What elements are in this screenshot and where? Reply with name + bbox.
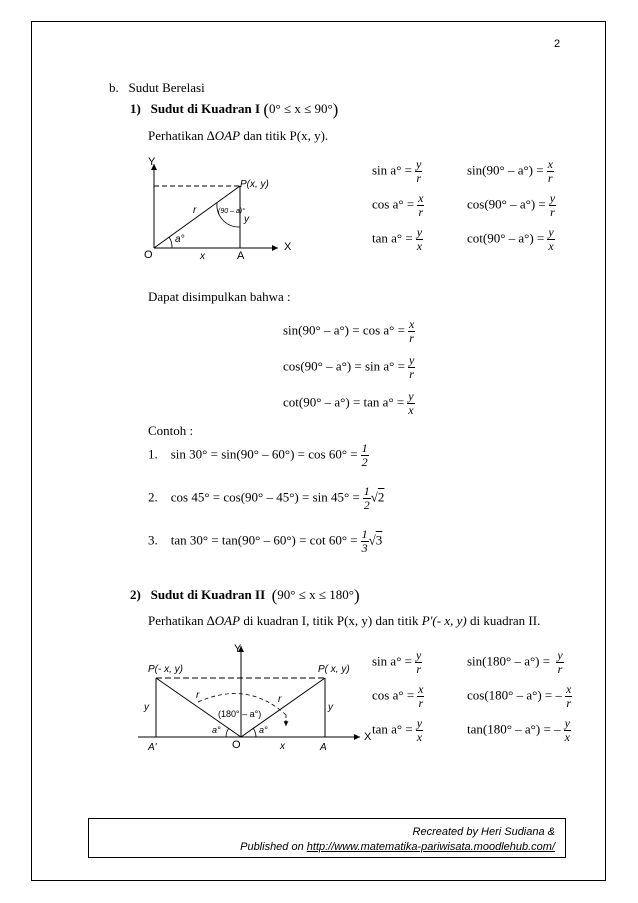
- sec1-row2-lhs: cos a°: [372, 196, 404, 212]
- sec2-row2-rhs: cos(180° – a°): [467, 687, 542, 703]
- conclusion-1-expr: sin(90° – a°) = cos a° =: [283, 322, 405, 338]
- frac-den: r: [550, 205, 555, 219]
- conclusion-label: Dapat disimpulkan bahwa :: [148, 289, 291, 304]
- r-label: r: [193, 205, 197, 216]
- x-label: x: [200, 251, 205, 262]
- frac-num: y: [549, 191, 556, 205]
- conclusion-3-expr: cot(90° – a°) = tan a° =: [283, 394, 405, 410]
- frac-den: x: [548, 239, 554, 253]
- frac-num: 1: [361, 527, 368, 541]
- x-axis-label: X: [364, 731, 372, 743]
- sec1-row-3: tan a° = $\frac{y}{x}$ cot(90° – a°) = $\frac{y}{x}$: [372, 225, 554, 253]
- example-2-expr: cos 45° = cos(90° – 45°) = sin 45° =: [170, 489, 360, 505]
- frac-den: r: [557, 662, 563, 676]
- footer-box: [88, 818, 566, 858]
- example-3-root: 3: [375, 532, 383, 548]
- frac-num: y: [408, 389, 414, 403]
- sec1-intro: [148, 128, 328, 144]
- point-p-label: P( x, y): [318, 664, 350, 675]
- sec2-title: Sudut di Kuadran II: [150, 587, 266, 602]
- example-3-expr: tan 30° = tan(90° – 60°) = cot 60° =: [170, 532, 358, 548]
- conclusions: [283, 318, 415, 426]
- point-a-label: A: [237, 250, 245, 262]
- angle-arc-left: [226, 728, 229, 737]
- frac-den: x: [416, 239, 423, 253]
- footer-credit: Recreated by Heri Sudiana &: [412, 826, 555, 838]
- frac-den: 3: [361, 541, 368, 555]
- frac-num: y: [415, 648, 422, 662]
- conclusion-2-expr: cos(90° – a°) = sin a° =: [283, 358, 405, 374]
- frac-num: x: [566, 682, 572, 696]
- quadrant1-figure: [138, 150, 308, 262]
- sec1-row1-rhs: sin(90° – a°): [467, 162, 533, 178]
- y-label-right: y: [328, 702, 333, 713]
- sec1-intro-a: Perhatikan: [148, 128, 207, 143]
- angle-arc-a: [169, 237, 172, 248]
- frac-den: r: [409, 367, 414, 381]
- y-label-left: y: [144, 702, 149, 713]
- example-2-number: 2.: [148, 489, 158, 505]
- frac-den: r: [418, 205, 424, 219]
- frac-num: y: [557, 648, 563, 662]
- frac-num: y: [564, 716, 570, 730]
- y-axis-label: Y: [148, 156, 156, 168]
- frac-num: y: [548, 225, 554, 239]
- conclusion-1: [283, 318, 415, 354]
- frac-den: x: [408, 403, 414, 417]
- sec1-row2-rhs: cos(90° – a°): [467, 196, 536, 212]
- footer-link[interactable]: http://www.matematika-pariwisata.moodlehub.com/: [306, 841, 555, 853]
- frac-den: r: [416, 171, 421, 185]
- sec2-row1-rhs: sin(180° – a°): [467, 653, 540, 669]
- frac-den: r: [416, 662, 421, 676]
- sec2-intro-p2: P'(- x, y): [421, 613, 467, 628]
- radius-left: [156, 678, 241, 737]
- sec1-number: 1): [130, 101, 141, 116]
- page-number: 2: [554, 38, 561, 50]
- sec2-row1-lhs: sin a°: [372, 653, 402, 669]
- sec2-intro-triangle: ∆OAP: [206, 613, 241, 628]
- point-a2-label: A': [148, 742, 157, 753]
- sec2-range: 90° ≤ x ≤ 180°: [277, 587, 354, 602]
- quadrant2-figure: [138, 640, 378, 755]
- sec2-intro-c: di kuadran II.: [466, 613, 541, 628]
- origin-label: O: [144, 249, 153, 261]
- frac-den: r: [566, 696, 571, 710]
- sec1-row3-rhs: cot(90° – a°): [467, 230, 534, 246]
- frac-den: r: [547, 171, 553, 185]
- example-2-root: 2: [377, 489, 385, 505]
- section-title: Sudut Berelasi: [128, 80, 205, 95]
- sec1-title: Sudut di Kuadran I: [150, 101, 261, 116]
- sec1-table: [372, 157, 556, 260]
- sec2-row2-lhs: cos a°: [372, 687, 404, 703]
- sec2-intro: [148, 613, 540, 629]
- example-1: [148, 442, 369, 469]
- example-1-expr: sin 30° = sin(90° – 60°) = cos 60° =: [170, 446, 358, 462]
- sec2-number: 2): [130, 587, 141, 602]
- frac-den: x: [564, 730, 570, 744]
- sec2-heading: 2) Sudut di Kuadran II (90° ≤ x ≤ 180°): [130, 586, 360, 605]
- frac-num: x: [418, 191, 424, 205]
- point-a-label: A: [320, 742, 327, 753]
- sec2-intro-b: di kuadran I, titik P(x, y) dan titik: [240, 613, 422, 628]
- angle-a-left: a°: [212, 725, 221, 735]
- example-3-number: 3.: [148, 532, 158, 548]
- x-axis-label: X: [284, 241, 292, 253]
- radius-line: [154, 186, 240, 248]
- section-letter: b.: [109, 80, 119, 95]
- sec2-row3-lhs: tan a°: [372, 721, 403, 737]
- sec1-intro-triangle: ∆OAP: [206, 128, 241, 143]
- frac-num: x: [408, 317, 415, 331]
- frac-num: y: [416, 716, 423, 730]
- frac-num: x: [418, 682, 424, 696]
- footer-publish: [89, 840, 555, 855]
- sec2-row-3: tan a° = $\frac{y}{x}$ tan(180° – a°) = – $\frac{y}{x}$: [372, 716, 570, 744]
- angle-a-label: a°: [175, 234, 185, 245]
- conclusion-3: [283, 390, 415, 426]
- frac-num: y: [416, 225, 423, 239]
- sec1-row3-lhs: tan a°: [372, 230, 403, 246]
- sec2-row-1: sin a° = $\frac{y}{r}$ sin(180° – a°) = $\frac{y}{r}$: [372, 648, 563, 676]
- frac-den: r: [418, 696, 424, 710]
- angle-sup-label: (180° – a°): [218, 709, 262, 719]
- origin-label: O: [232, 739, 241, 751]
- frac-den: r: [409, 331, 414, 345]
- angle-arc-right: [253, 728, 256, 737]
- example-3: 3. tan 30° = tan(90° – 60°) = cot 60° = $\frac{1}{3}$ √3: [148, 527, 383, 555]
- angle-arc-comp: [217, 203, 240, 227]
- example-1-number: 1.: [148, 446, 158, 462]
- point-p2-label: P(- x, y): [148, 664, 183, 675]
- sec1-row1-lhs: sin a°: [372, 162, 402, 178]
- sec1-intro-b: dan titik P(x, y).: [240, 128, 329, 143]
- r-label-right: r: [278, 694, 282, 705]
- section-heading: [109, 80, 205, 96]
- sec2-intro-a: Perhatikan: [148, 613, 207, 628]
- sec2-table: [372, 648, 572, 751]
- sec2-row-2: cos a° = $\frac{x}{r}$ cos(180° – a°) = – $\frac{x}{r}$: [372, 682, 572, 710]
- frac-den: 2: [361, 455, 368, 469]
- sign: –: [555, 687, 562, 703]
- frac-num: y: [408, 353, 415, 367]
- sec1-row-1: sin a° = $\frac{y}{r}$ sin(90° – a°) = $\frac{x}{r}$: [372, 157, 553, 185]
- example-2: 2. cos 45° = cos(90° – 45°) = sin 45° = $\frac{1}{2}$ √2: [148, 484, 385, 512]
- sec2-row3-rhs: tan(180° – a°): [467, 721, 541, 737]
- y-axis-label: Y: [234, 643, 242, 655]
- example-label: Contoh :: [148, 423, 194, 438]
- frac-den: 2: [363, 498, 370, 512]
- frac-num: x: [547, 157, 553, 171]
- sec1-heading: 1) Sudut di Kuadran I (0° ≤ x ≤ 90°): [130, 100, 339, 119]
- frac-num: 1: [363, 484, 370, 498]
- r-label-left: r: [196, 690, 200, 701]
- footer-publish-prefix: Published on: [240, 841, 307, 853]
- sign: –: [554, 721, 561, 737]
- x-label: x: [280, 741, 285, 752]
- point-p-label: P(x, y): [240, 179, 269, 190]
- angle-a-right: a°: [259, 725, 268, 735]
- frac-den: x: [416, 730, 423, 744]
- frac-num: y: [415, 157, 422, 171]
- frac-num: 1: [361, 441, 368, 455]
- angle-comp-label: (90 – a)°: [218, 208, 245, 215]
- sec1-row-2: cos a° = $\frac{x}{r}$ cos(90° – a°) = $\frac{y}{r}$: [372, 191, 556, 219]
- sec1-range: 0° ≤ x ≤ 90°: [269, 101, 333, 116]
- y-label: y: [244, 214, 249, 225]
- conclusion-2: [283, 354, 415, 390]
